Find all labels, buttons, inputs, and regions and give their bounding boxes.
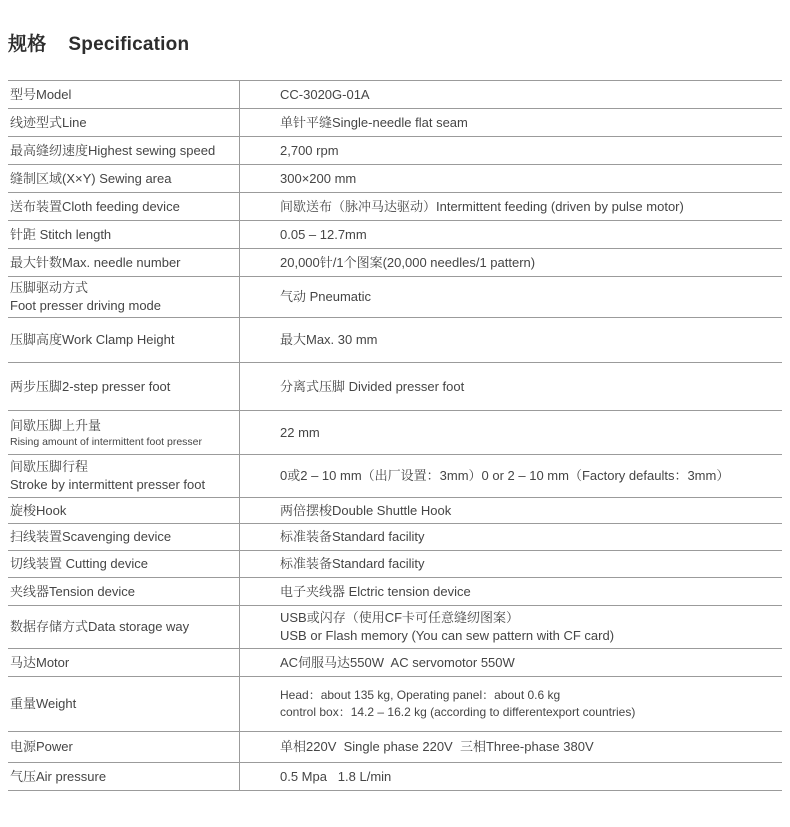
spec-value-text: 分离式压脚 Divided presser foot	[280, 378, 465, 394]
spec-value-text: 0.5 Mpa 1.8 L/min	[280, 768, 392, 784]
spec-label-text: 马达Motor	[10, 654, 70, 670]
spec-label-text: 扫线装置Scavenging device	[10, 529, 172, 544]
spec-label-text: 间歇压脚上升量	[10, 417, 102, 433]
spec-label-text: 电源Power	[10, 739, 73, 754]
row-rising-amount	[8, 411, 782, 455]
spec-value	[240, 411, 782, 454]
spec-value-text: 间歇送布（脉冲马达驱动）Intermittent feeding (driven by pulse motor)	[280, 198, 684, 214]
spec-label	[8, 649, 240, 676]
spec-value-text: 2,700 rpm	[280, 142, 339, 158]
row-weight	[8, 677, 782, 732]
row-data-storage	[8, 606, 782, 649]
spec-label	[8, 249, 240, 276]
spec-label-text: 压脚高度Work Clamp Height	[10, 332, 175, 347]
row-scavenging-device	[8, 524, 782, 551]
row-cutting-device	[8, 551, 782, 578]
spec-label-text: 压脚驱动方式	[10, 280, 89, 295]
row-line-type	[8, 109, 782, 137]
spec-value	[240, 524, 782, 550]
spec-label	[8, 606, 240, 648]
spec-value-text: 气动 Pneumatic	[280, 289, 372, 304]
spec-value	[240, 498, 782, 523]
spec-value-text-2: control box：14.2 – 16.2 kg (according to differentexport countries)	[280, 705, 636, 719]
spec-value-text: 22 mm	[280, 424, 320, 440]
spec-value-text: 0或2 – 10 mm（出厂设置：3mm）0 or 2 – 10 mm（Factory defaults：3mm）	[280, 468, 730, 483]
spec-label-text: 切线装置 Cutting device	[10, 556, 148, 571]
spec-label	[8, 363, 240, 410]
spec-value	[240, 732, 782, 762]
spec-label	[8, 455, 240, 497]
spec-value-text: 单相220V Single phase 220V 三相Three-phase 380V	[280, 739, 594, 754]
spec-label-text: 最高缝纫速度Highest sewing speed	[10, 142, 216, 158]
spec-label	[8, 524, 240, 550]
spec-value	[240, 221, 782, 248]
row-work-clamp-height	[8, 318, 782, 363]
spec-label-text: 最大针数Max. needle number	[10, 254, 181, 270]
spec-label-text: 型号Model	[10, 86, 72, 102]
row-cloth-feeding	[8, 193, 782, 221]
row-max-needle-number	[8, 249, 782, 277]
spec-value-text: 标准装备Standard facility	[280, 556, 425, 571]
spec-label-text-2: Foot presser driving mode	[10, 298, 162, 313]
page-title-zh: 规格	[8, 34, 47, 55]
page-title	[8, 29, 189, 56]
spec-value-text: 标准装备Standard facility	[280, 529, 425, 544]
spec-label	[8, 165, 240, 192]
row-stitch-length	[8, 221, 782, 249]
page-title-en: Specification	[68, 34, 190, 55]
spec-value-text: AC伺服马达550W AC servomotor 550W	[280, 654, 515, 670]
spec-value-text-2: USB or Flash memory (You can sew pattern with CF card)	[280, 628, 615, 643]
spec-value	[240, 649, 782, 676]
spec-label	[8, 578, 240, 605]
spec-value-text: 两倍摆梭Double Shuttle Hook	[280, 502, 452, 518]
spec-label	[8, 137, 240, 164]
spec-value-text: Head：about 135 kg, Operating panel：about 0.6 kg	[280, 688, 561, 702]
spec-value-text: CC-3020G-01A	[280, 86, 370, 102]
spec-label-text: 间歇压脚行程	[10, 459, 89, 474]
spec-label	[8, 318, 240, 362]
spec-value	[240, 277, 782, 317]
spec-value-text: 电子夹线器 Elctric tension device	[280, 583, 471, 599]
spec-label-text: 旋梭Hook	[10, 502, 67, 518]
row-sewing-area	[8, 165, 782, 193]
spec-value	[240, 551, 782, 577]
row-motor	[8, 649, 782, 677]
spec-value	[240, 193, 782, 220]
spec-value	[240, 606, 782, 648]
spec-label	[8, 677, 240, 731]
spec-label-text: 线迹型式Line	[10, 114, 87, 130]
spec-value	[240, 455, 782, 497]
row-power	[8, 732, 782, 763]
spec-value	[240, 318, 782, 362]
spec-label-text: 气压Air pressure	[10, 768, 107, 784]
spec-label	[8, 109, 240, 136]
spec-label-text: 缝制区域(X×Y) Sewing area	[10, 170, 172, 186]
spec-label-text: 两步压脚2-step presser foot	[10, 378, 171, 394]
spec-value-text: 0.05 – 12.7mm	[280, 226, 367, 242]
spec-label	[8, 498, 240, 523]
spec-label-text: 数据存储方式Data storage way	[10, 619, 190, 634]
spec-label	[8, 411, 240, 454]
row-air-pressure	[8, 763, 782, 791]
spec-label-text-2: Rising amount of intermittent foot presser	[10, 435, 203, 448]
row-foot-presser-driving-mode	[8, 277, 782, 318]
row-tension-device	[8, 578, 782, 606]
spec-value	[240, 109, 782, 136]
spec-label	[8, 221, 240, 248]
spec-label	[8, 763, 240, 790]
row-model	[8, 81, 782, 109]
spec-label-text-2: Stroke by intermittent presser foot	[10, 477, 206, 492]
spec-label	[8, 551, 240, 577]
spec-value-text: 20,000针/1个图案(20,000 needles/1 pattern)	[280, 254, 536, 270]
spec-label	[8, 277, 240, 317]
spec-label-text: 重量Weight	[10, 696, 77, 711]
spec-label-text: 针距 Stitch length	[10, 226, 112, 242]
spec-value	[240, 677, 782, 731]
spec-value	[240, 578, 782, 605]
spec-value-text: 300×200 mm	[280, 170, 357, 186]
spec-value	[240, 249, 782, 276]
spec-label-text: 送布装置Cloth feeding device	[10, 198, 180, 214]
spec-label	[8, 193, 240, 220]
row-2step-presser-foot	[8, 363, 782, 411]
row-hook	[8, 498, 782, 524]
row-sewing-speed	[8, 137, 782, 165]
spec-value	[240, 81, 782, 108]
spec-label	[8, 81, 240, 108]
spec-value	[240, 763, 782, 790]
specification-table	[8, 80, 782, 791]
spec-value-text: USB或闪存（使用CF卡可任意缝纫图案）	[280, 610, 520, 625]
spec-value	[240, 363, 782, 410]
spec-label-text: 夹线器Tension device	[10, 583, 135, 599]
spec-label	[8, 732, 240, 762]
spec-value	[240, 165, 782, 192]
spec-value-text: 最大Max. 30 mm	[280, 332, 378, 347]
spec-value	[240, 137, 782, 164]
spec-value-text: 单针平缝Single-needle flat seam	[280, 114, 468, 130]
row-stroke-intermittent-presser	[8, 455, 782, 498]
